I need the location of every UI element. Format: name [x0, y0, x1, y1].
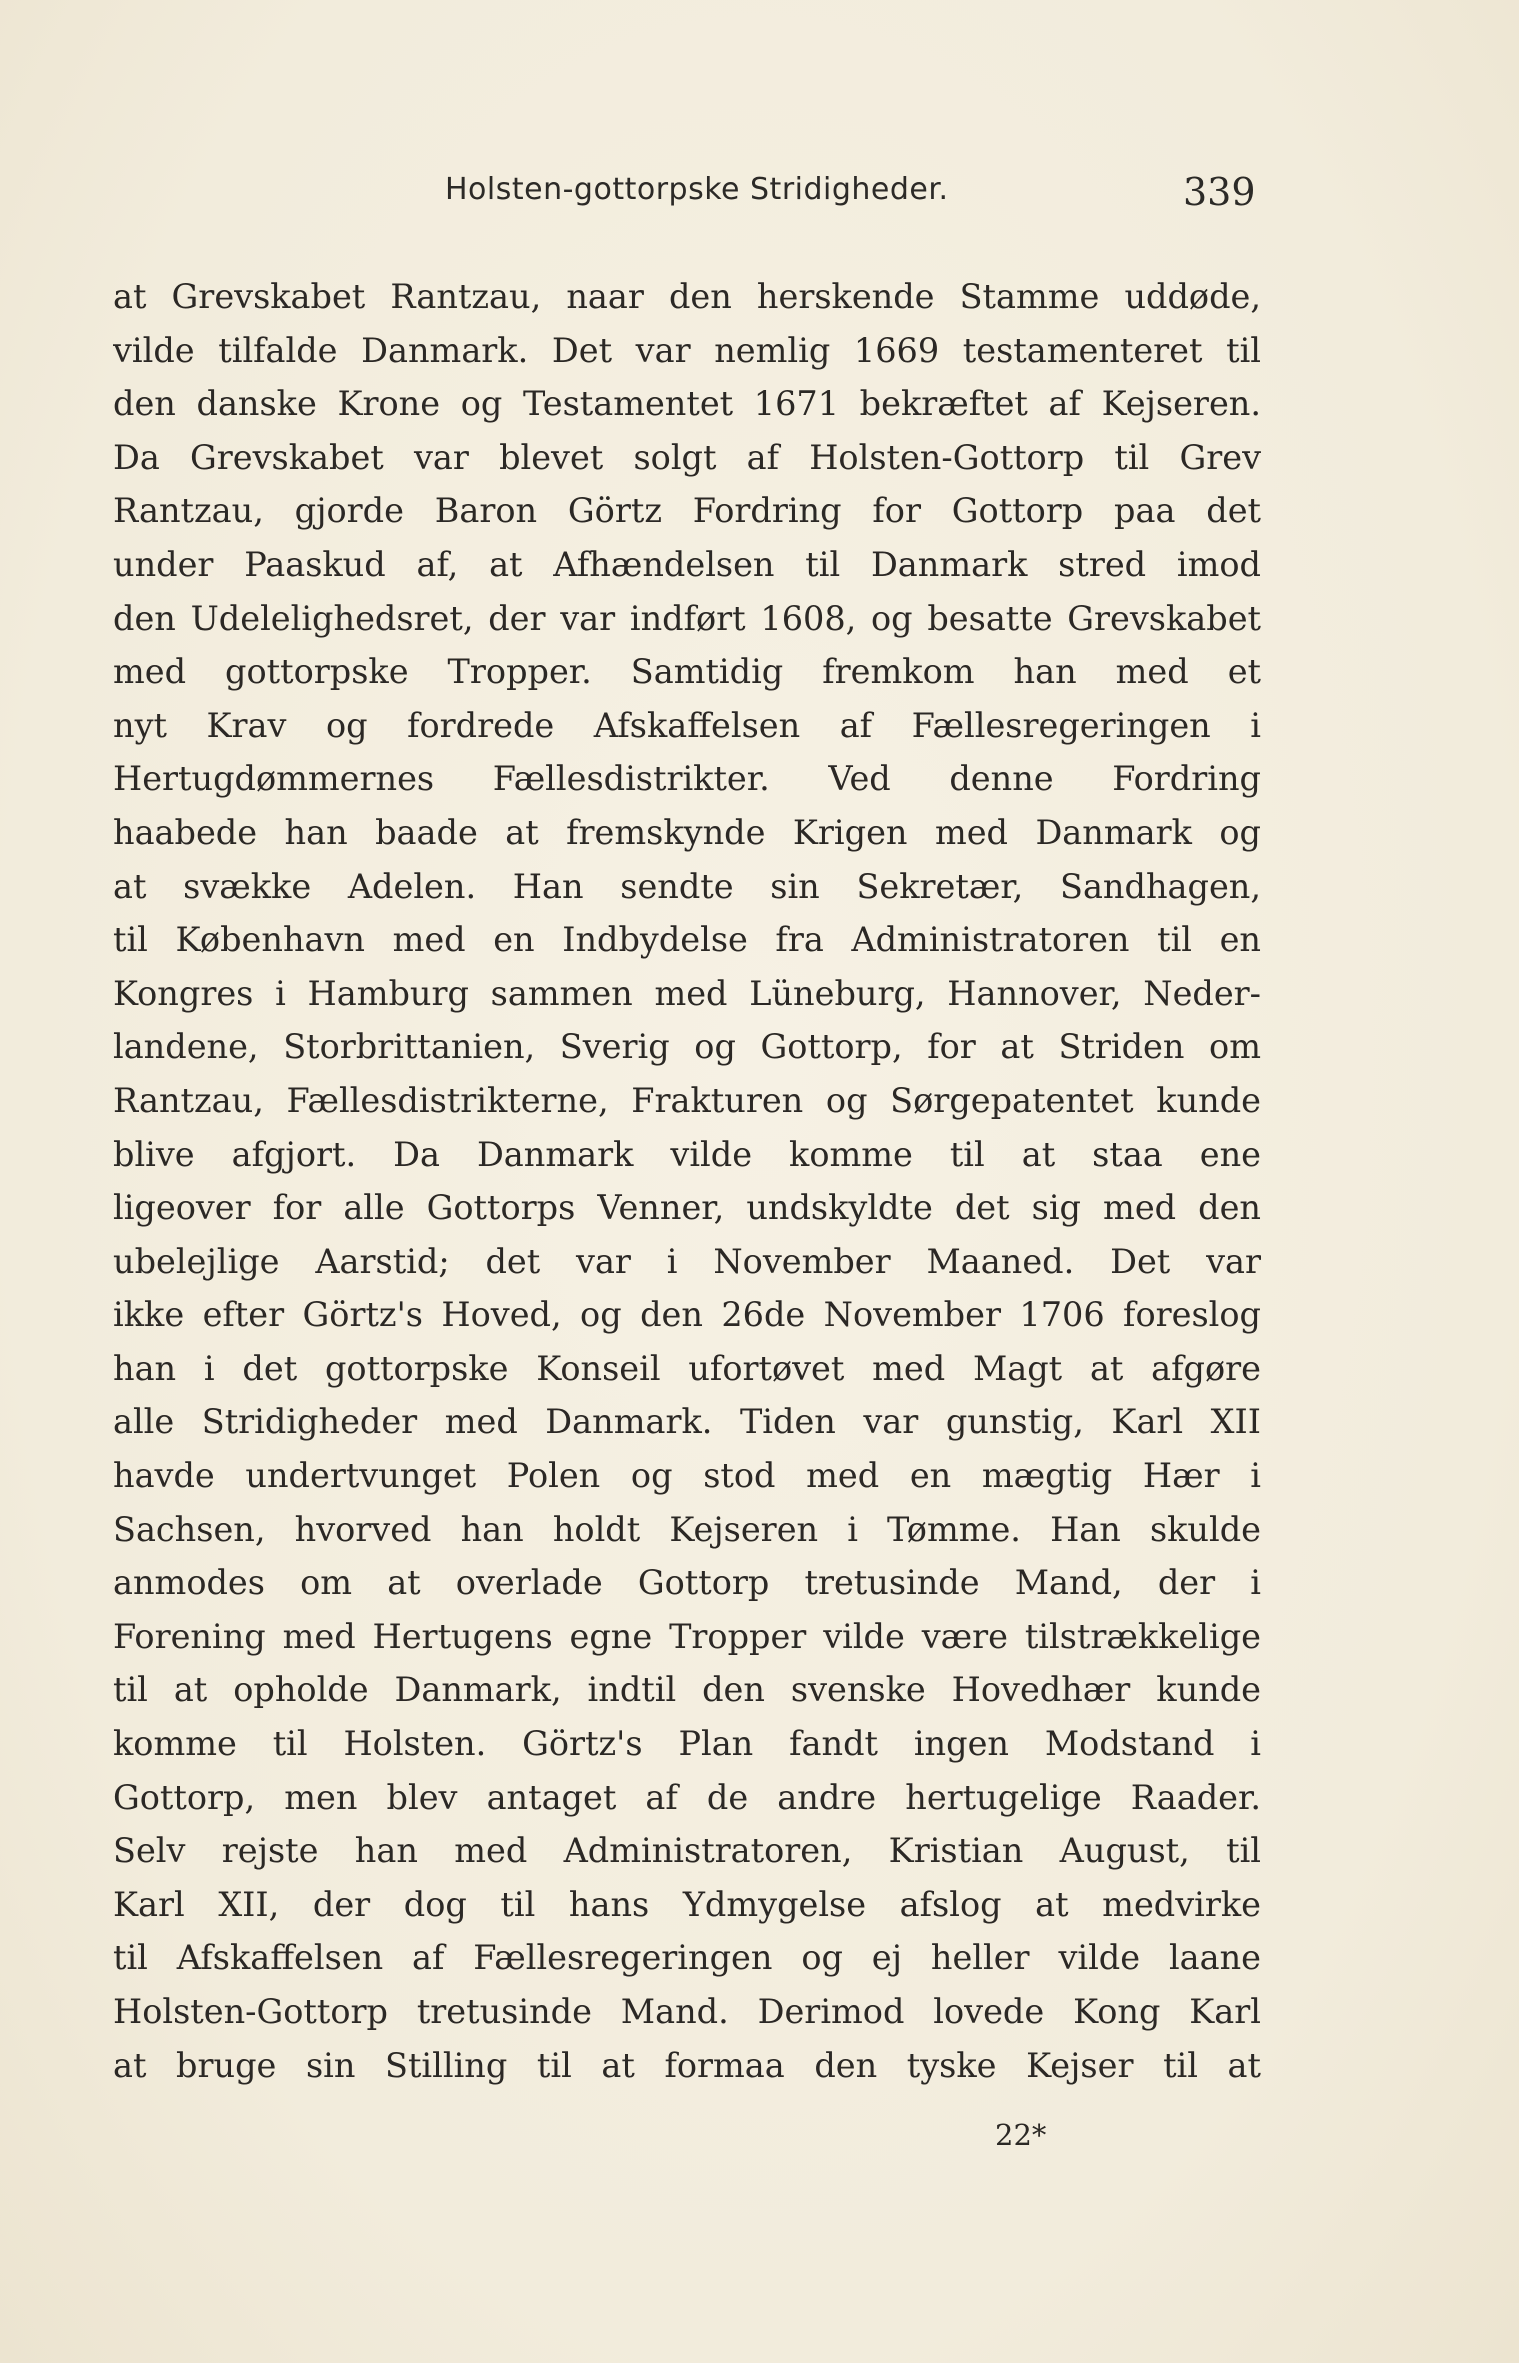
- running-head: [0, 172, 1519, 232]
- running-title: Holsten-gottorpske Stridigheder.: [445, 172, 949, 207]
- text-line: Karl XII, der dog til hans Ydmygelse afslog at medvirke: [113, 1884, 1261, 1924]
- text-line: under Paaskud af, at Afhændelsen til Danmark stred imod: [113, 544, 1261, 584]
- text-line: Hertugdømmernes Fællesdistrikter. Ved denne Fordring: [113, 759, 1261, 799]
- text-line: anmodes om at overlade Gottorp tretusinde Mand, der i: [113, 1563, 1261, 1603]
- text-line: haabede han baade at fremskynde Krigen med Danmark og: [113, 812, 1261, 852]
- text-line: til at opholde Danmark, indtil den svenske Hovedhær kunde: [113, 1670, 1261, 1710]
- text-line: Sachsen, hvorved han holdt Kejseren i Tømme. Han skulde: [113, 1509, 1261, 1549]
- page-number: 339: [1183, 170, 1256, 214]
- text-line: Kongres i Hamburg sammen med Lüneburg, Hannover, Neder-: [113, 973, 1261, 1013]
- text-line: nyt Krav og fordrede Afskaffelsen af Fællesregeringen i: [113, 705, 1261, 745]
- text-line: Da Grevskabet var blevet solgt af Holsten-Gottorp til Grev: [113, 437, 1261, 477]
- text-line: Holsten-Gottorp tretusinde Mand. Derimod lovede Kong Karl: [113, 1992, 1261, 2031]
- text-line: Forening med Hertugens egne Tropper vilde være tilstrækkelige: [113, 1616, 1261, 1656]
- text-line: den Udelelighedsret, der var indført 1608, og besatte Grevskabet: [113, 598, 1261, 638]
- text-line: han i det gottorpske Konseil ufortøvet med Magt at afgøre: [113, 1348, 1261, 1388]
- text-line: Gottorp, men blev antaget af de andre hertugelige Raader.: [113, 1777, 1261, 1817]
- text-line: landene, Storbrittanien, Sverig og Gottorp, for at Striden om: [113, 1027, 1261, 1067]
- text-line: ligeover for alle Gottorps Venner, undskyldte det sig med den: [113, 1188, 1261, 1228]
- text-line: Selv rejste han med Administratoren, Kristian August, til: [113, 1831, 1261, 1871]
- body-text: [113, 270, 1261, 2092]
- text-line: til København med en Indbydelse fra Administratoren til en: [113, 920, 1261, 960]
- text-line: at svække Adelen. Han sendte sin Sekretær, Sandhagen,: [113, 866, 1261, 906]
- text-line: blive afgjort. Da Danmark vilde komme til at staa ene: [113, 1134, 1261, 1174]
- text-line: vilde tilfalde Danmark. Det var nemlig 1669 testamenteret til: [113, 330, 1261, 370]
- text-line: ubelejlige Aarstid; det var i November Maaned. Det var: [113, 1241, 1261, 1281]
- text-line: at bruge sin Stilling til at formaa den tyske Kejser til at: [113, 2045, 1261, 2085]
- text-line: ikke efter Görtz's Hoved, og den 26de November 1706 foreslog: [113, 1295, 1261, 1335]
- text-line: at Grevskabet Rantzau, naar den herskende Stamme uddøde,: [113, 277, 1261, 316]
- text-line: havde undertvunget Polen og stod med en mægtig Hær i: [113, 1456, 1261, 1496]
- text-line: til Afskaffelsen af Fællesregeringen og ej heller vilde laane: [113, 1938, 1261, 1978]
- text-line: komme til Holsten. Görtz's Plan fandt ingen Modstand i: [113, 1724, 1261, 1764]
- text-line: alle Stridigheder med Danmark. Tiden var gunstig, Karl XII: [113, 1402, 1261, 1442]
- text-line: Rantzau, Fællesdistrikterne, Frakturen og Sørgepatentet kunde: [113, 1080, 1261, 1120]
- text-line: Rantzau, gjorde Baron Görtz Fordring for Gottorp paa det: [113, 491, 1261, 531]
- text-line: den danske Krone og Testamentet 1671 bekræftet af Kejseren.: [113, 384, 1261, 424]
- text-line: med gottorpske Tropper. Samtidig fremkom han med et: [113, 652, 1261, 692]
- signature-mark: 22*: [995, 2118, 1047, 2152]
